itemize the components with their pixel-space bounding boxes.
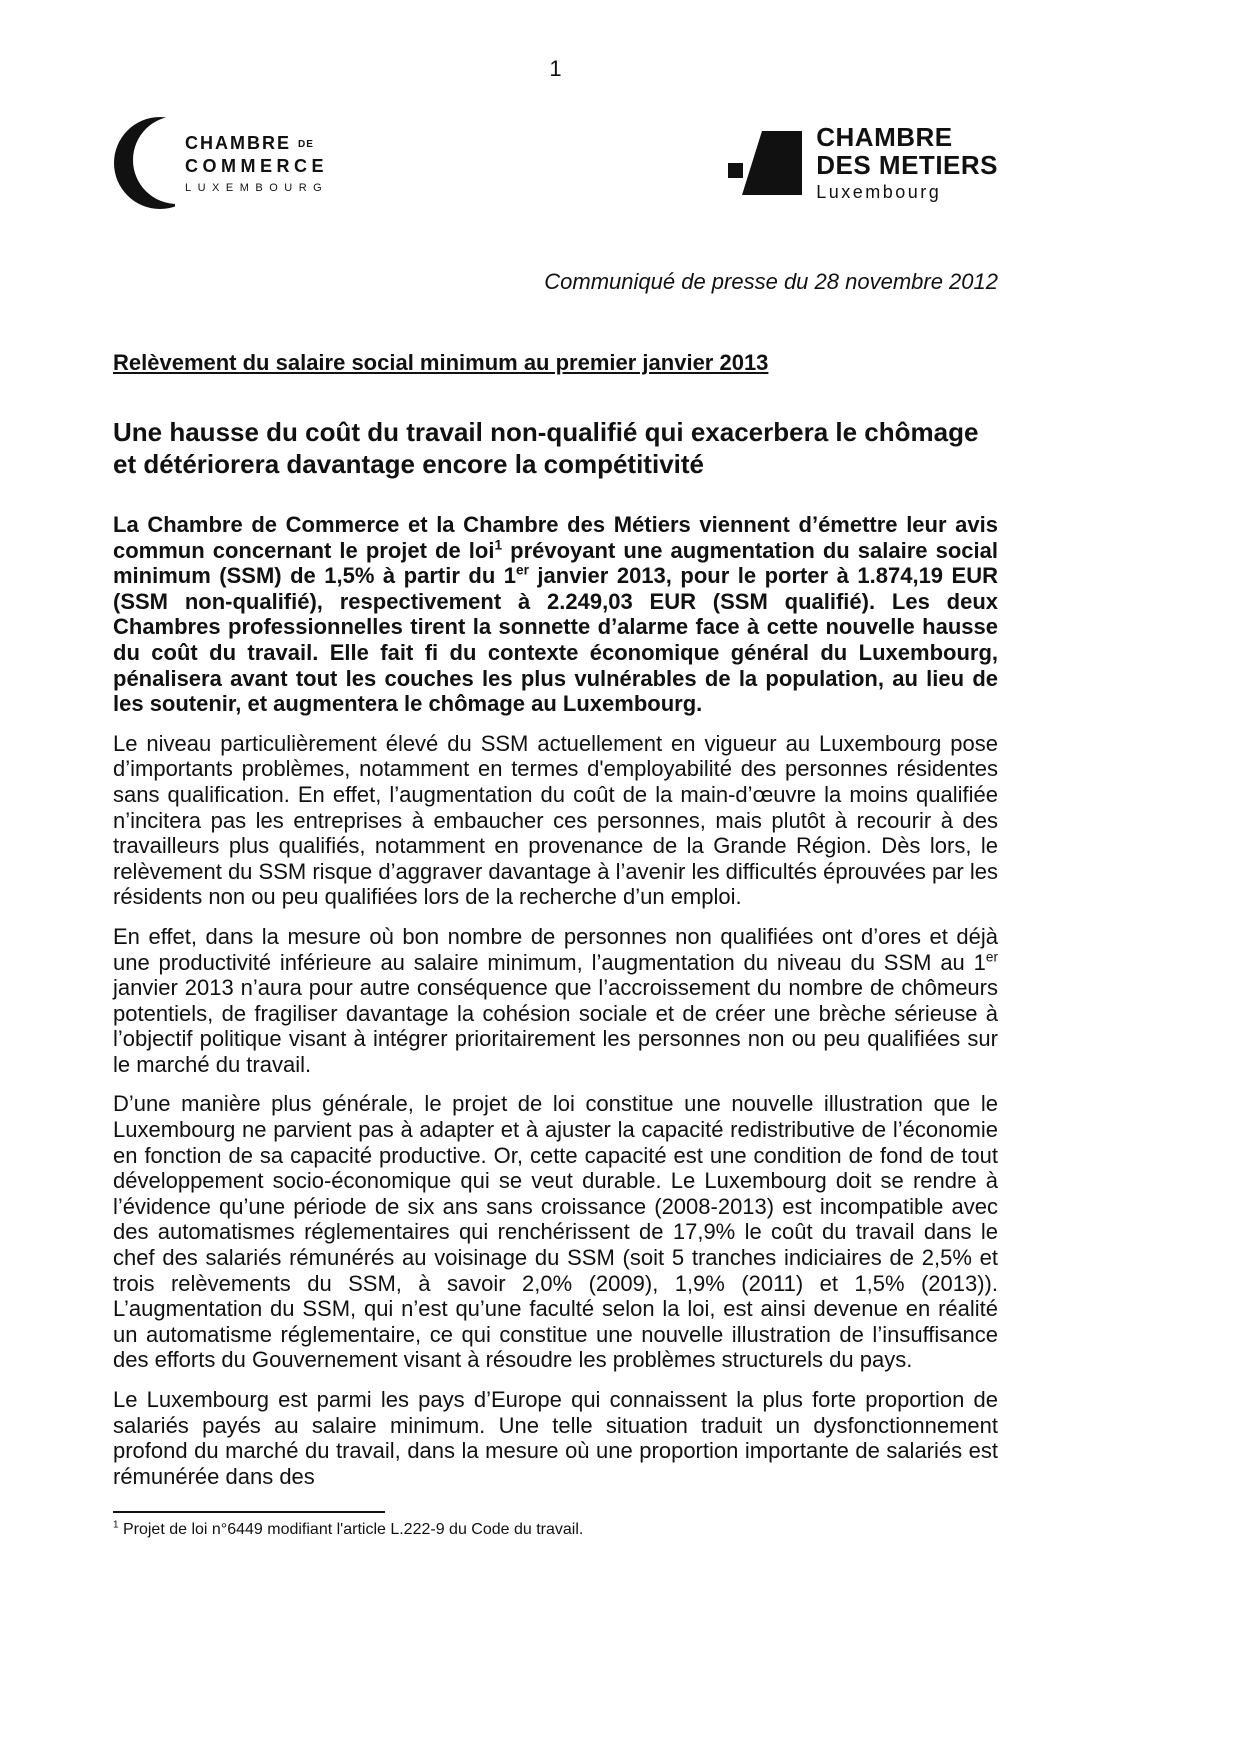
paragraph-minimum-wage-share: Le Luxembourg est parmi les pays d’Europe qui connaissent la plus forte proportion de salariés payés au salaire minimum. Une telle situation traduit un dysfonctionnement profond du marché du travail, dans la mesure où une proportion importante de salariés est rémunérée dans des bbox=[113, 1387, 998, 1489]
ordinal-er-superscript: er bbox=[516, 562, 529, 578]
footnote-separator bbox=[113, 1511, 385, 1513]
footnote-reference-1: 1 bbox=[494, 537, 503, 553]
paragraph-productivity-text-1: En effet, dans la mesure où bon nombre de personnes non qualifiées ont d’ores et déjà une productivité inférieure au salaire minimum, l’augmentation du niveau du SSM au 1 bbox=[113, 923, 998, 975]
footnote-text bbox=[113, 1520, 998, 1540]
commerce-logo-line3: LUXEMBOURG bbox=[185, 181, 329, 194]
lead-text-1: La Chambre de Commerce et la Chambre des Métiers viennent d’émettre leur avis commun concernant le projet de loi bbox=[113, 512, 998, 563]
footnote-number: 1 bbox=[113, 1520, 119, 1532]
chambre-commerce-logo bbox=[113, 116, 328, 210]
commerce-logo-line2: COMMERCE bbox=[185, 155, 328, 176]
letterhead-logos bbox=[113, 115, 998, 211]
paragraph-productivity-text-2: janvier 2013 n’aura pour autre conséquence que l’accroissement du nombre de chômeurs potentiels, de fragiliser davantage la cohésion sociale et de créer une brèche sérieuse à l’objectif politique visant à intégrer prioritairement les personnes non ou peu qualifiées sur le marché du travail. bbox=[113, 975, 998, 1077]
commerce-logo-text bbox=[185, 133, 328, 194]
ordinal-er-superscript-2: er bbox=[985, 949, 998, 965]
footnote-body: Projet de loi n°6449 modifiant l'article L.222-9 du Code du travail. bbox=[118, 1521, 584, 1539]
metiers-logo-line2: DES METIERS bbox=[816, 150, 998, 180]
main-title: Une hausse du coût du travail non-qualifié qui exacerbera le chômage et détériorera davantage encore la compétitivité bbox=[113, 417, 979, 479]
commerce-logo-line1 bbox=[185, 133, 328, 154]
metiers-logo-text bbox=[816, 123, 998, 203]
chambre-metiers-logo bbox=[728, 123, 998, 203]
commerce-logo-de: DE bbox=[298, 138, 314, 150]
paragraph-employability: Le niveau particulièrement élevé du SSM actuellement en vigueur au Luxembourg pose d’importants problèmes, notamment en termes d'employabilité des personnes résidentes sans qualification. En effet, l’augmentation du coût de la main-d’œuvre la moins qualifiée n’incitera pas les entreprises à embaucher ces personnes, mais plutôt à recourir à des travailleurs plus qualifiés, notamment en provenance de la Grande Région. Dès lors, le relèvement du SSM risque d’aggraver davantage à l’avenir les difficultés éprouvées par les résidents non ou peu qualifiées lors de la recherche d’un emploi. bbox=[113, 730, 998, 910]
metiers-logo-line1: CHAMBRE bbox=[816, 122, 953, 152]
lead-paragraph bbox=[113, 512, 998, 717]
crescent-eclipse-icon bbox=[113, 116, 175, 210]
paragraph-productivity bbox=[113, 924, 998, 1078]
commerce-logo-name: CHAMBRE bbox=[185, 132, 291, 153]
metiers-logo-line3: Luxembourg bbox=[816, 182, 942, 202]
press-release-dateline: Communiqué de presse du 28 novembre 2012 bbox=[544, 269, 998, 294]
slashed-square-icon bbox=[728, 131, 802, 195]
lead-text-2: prévoyant une augmentation du salaire social minimum (SSM) de 1,5% à partir du 1 bbox=[113, 537, 998, 589]
paragraph-general-policy: D’une manière plus générale, le projet de loi constitue une nouvelle illustration que le Luxembourg ne parvient pas à adapter et à ajuster la capacité redistributive de l’économie en fonction de sa capacité productive. Or, cette capacité est une condition de fond de tout développement socio-économique qui se veut durable. Le Luxembourg doit se rendre à l’évidence qu’une période de six ans sans croissance (2008-2013) est incompatible avec des automatismes réglementaires qui renchérissent de 17,9% le coût du travail dans le chef des salariés rémunérés au voisinage du SSM (soit 5 tranches indiciaires de 2,5% et trois relèvements du SSM, à savoir 2,0% (2009), 1,9% (2011) et 1,5% (2013)). L’augmentation du SSM, qui n’est qu’une faculté selon la loi, est ainsi devenue en réalité un automatisme réglementaire, ce qui constitue une nouvelle illustration de l’insuffisance des efforts du Gouvernement visant à résoudre les problèmes structurels du pays. bbox=[113, 1091, 998, 1373]
subject-heading: Relèvement du salaire social minimum au premier janvier 2013 bbox=[113, 350, 769, 375]
lead-text-3: janvier 2013, pour le porter à 1.874,19 EUR (SSM non-qualifié), respectivement à 2.249,03 EUR (SSM qualifié). Les deux Chambres professionnelles tirent la sonnette d’alarme face à cette nouvelle hausse du coût du travail. Elle fait fi du contexte économique général du Luxembourg, pénalisera avant tout les couches les plus vulnérables de la population, au lieu de les soutenir, et augmentera le chômage au Luxembourg. bbox=[113, 563, 998, 717]
page-number: 1 bbox=[549, 56, 562, 81]
footnote-area bbox=[113, 1511, 998, 1540]
